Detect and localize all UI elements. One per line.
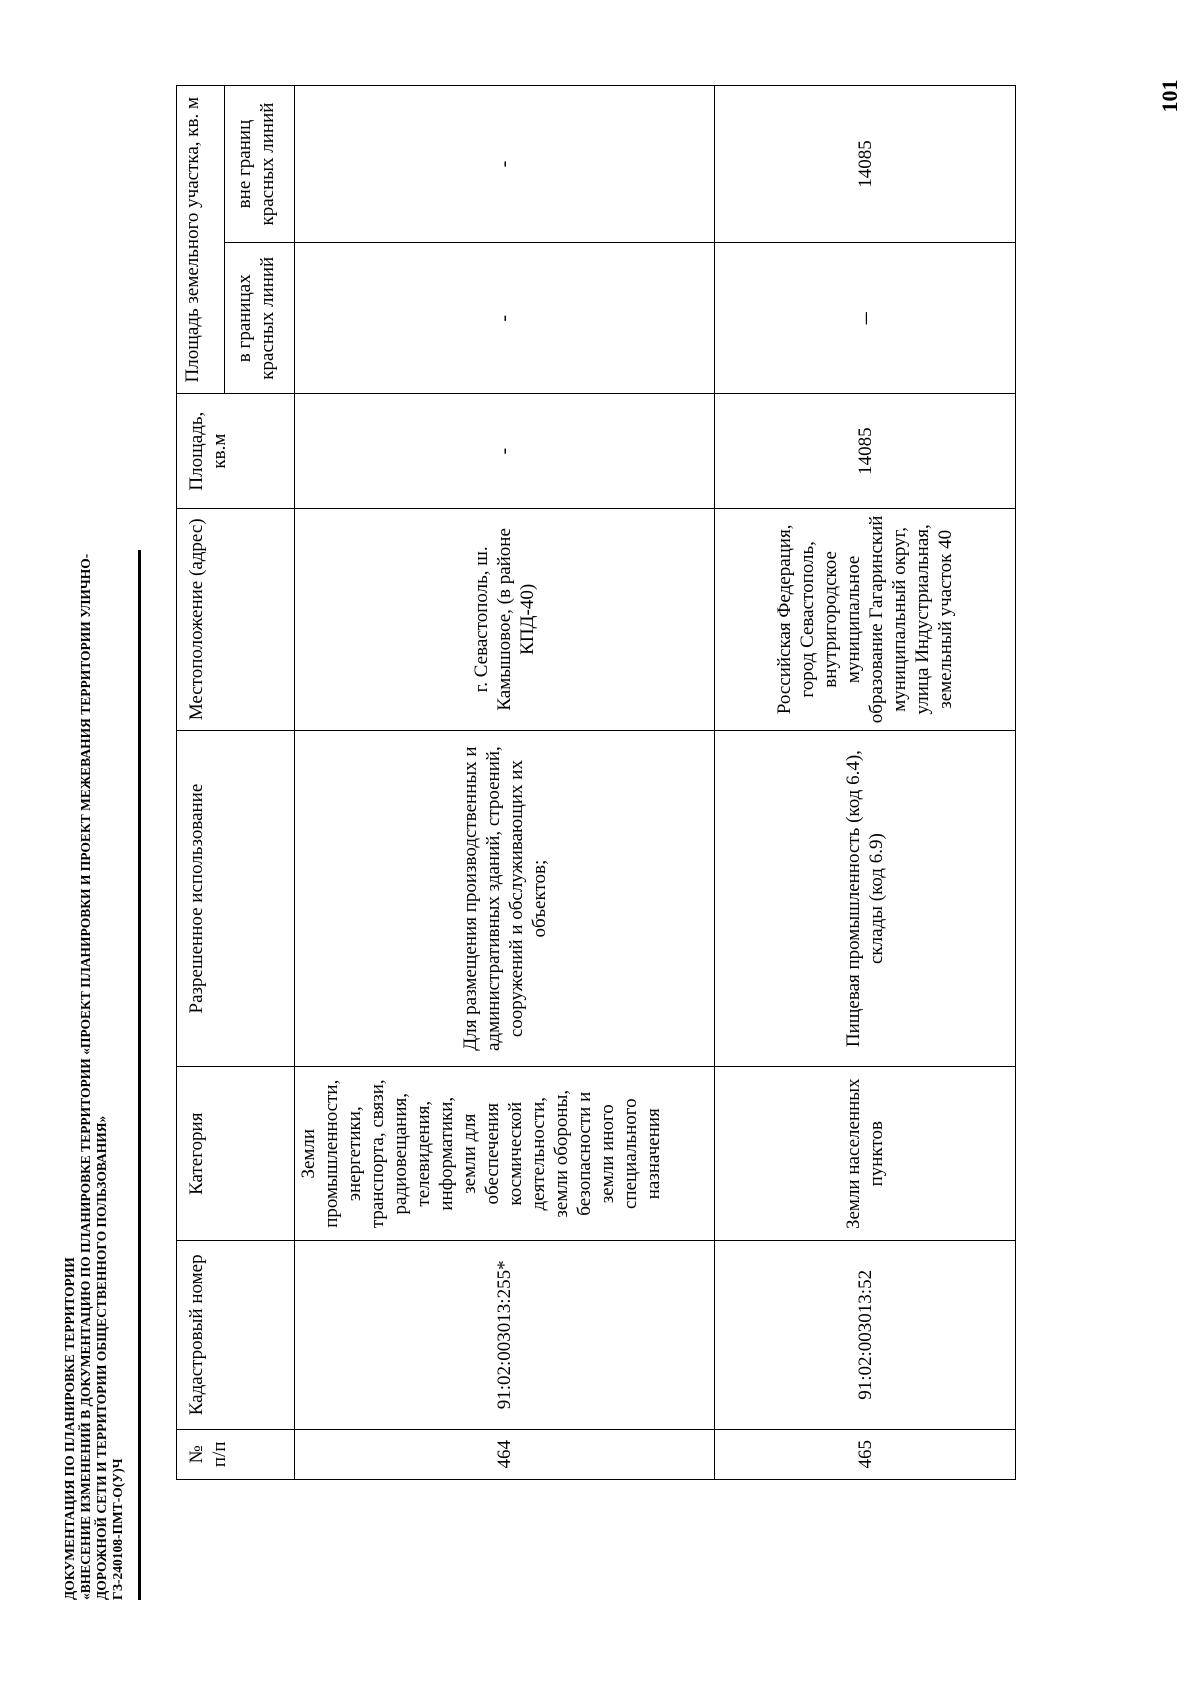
table-header-row <box>177 86 225 1480</box>
header-divider <box>138 550 141 1600</box>
header-plot-area: Площадь земельного участка, кв. м <box>177 86 225 394</box>
header-line-1: ДОКУМЕНТАЦИЯ ПО ПЛАНИРОВКЕ ТЕРРИТОРИИ <box>62 1257 77 1600</box>
header-line-2: «ВНЕСЕНИЕ ИЗМЕНЕНИЙ В ДОКУМЕНТАЦИЮ ПО ПЛАНИРОВКЕ ТЕРРИТОРИИ «ПРОЕКТ ПЛАНИРОВКИ И ПРОЕКТ МЕЖЕВАНИЯ ТЕРРИТОРИИ УЛИЧНО- <box>78 553 93 1600</box>
row-location: Российская Федерация, город Севастополь, внутригородское муниципальное образование Гагаринский муниципальный округ, улица Индустриальная, земельный участок 40 <box>715 508 1016 730</box>
row-location: г. Севастополь, ш. Камышовое, (в районе КПД-40) <box>295 508 715 730</box>
document-header <box>62 400 126 1600</box>
page-number: 101 <box>1157 79 1182 113</box>
header-line-3: ДОРОЖНОЙ СЕТИ И ТЕРРИТОРИИ ОБЩЕСТВЕННОГО ПОЛЬЗОВАНИЯ» <box>94 1115 109 1600</box>
header-area: Площадь, кв.м <box>177 394 295 508</box>
header-num: № п/п <box>177 1429 295 1479</box>
row-cadastral: 91:02:003013:255* <box>295 1241 715 1429</box>
table-row <box>295 86 715 1480</box>
row-cadastral: 91:02:003013:52 <box>715 1241 1016 1429</box>
row-num: 465 <box>715 1429 1016 1479</box>
row-outside-red-lines: - <box>295 86 715 243</box>
row-category: Земли промышленности, энергетики, транспорта, связи, радиовещания, телевидения, информатики, земли для обеспечения космической деятельности, земли обороны, безопасности и земли иного специального назначения <box>295 1067 715 1241</box>
row-within-red-lines: - <box>295 243 715 394</box>
row-within-red-lines: – <box>715 243 1016 394</box>
header-category: Категория <box>177 1067 295 1241</box>
header-line-4: ГЗ-240108-ПМТ-О(У)Ч <box>110 1458 125 1600</box>
row-permitted-use: Пищевая промышленность (код 6.4), склады (код 6.9) <box>715 730 1016 1066</box>
row-permitted-use: Для размещения производственных и административных зданий, строений, сооружений и обслуживающих их объектов; <box>295 730 715 1066</box>
row-area: 14085 <box>715 394 1016 508</box>
header-within-red-lines: в границах красных линий <box>225 243 295 394</box>
row-area: - <box>295 394 715 508</box>
header-cadastral: Кадастровый номер <box>177 1241 295 1429</box>
header-outside-red-lines: вне границ красных линий <box>225 86 295 243</box>
row-num: 464 <box>295 1429 715 1479</box>
header-permitted-use: Разрешенное использование <box>177 730 295 1066</box>
row-outside-red-lines: 14085 <box>715 86 1016 243</box>
header-location: Местоположение (адрес) <box>177 508 295 730</box>
row-category: Земли населенных пунктов <box>715 1067 1016 1241</box>
land-plots-table <box>176 85 1016 1480</box>
table-row <box>715 86 1016 1480</box>
